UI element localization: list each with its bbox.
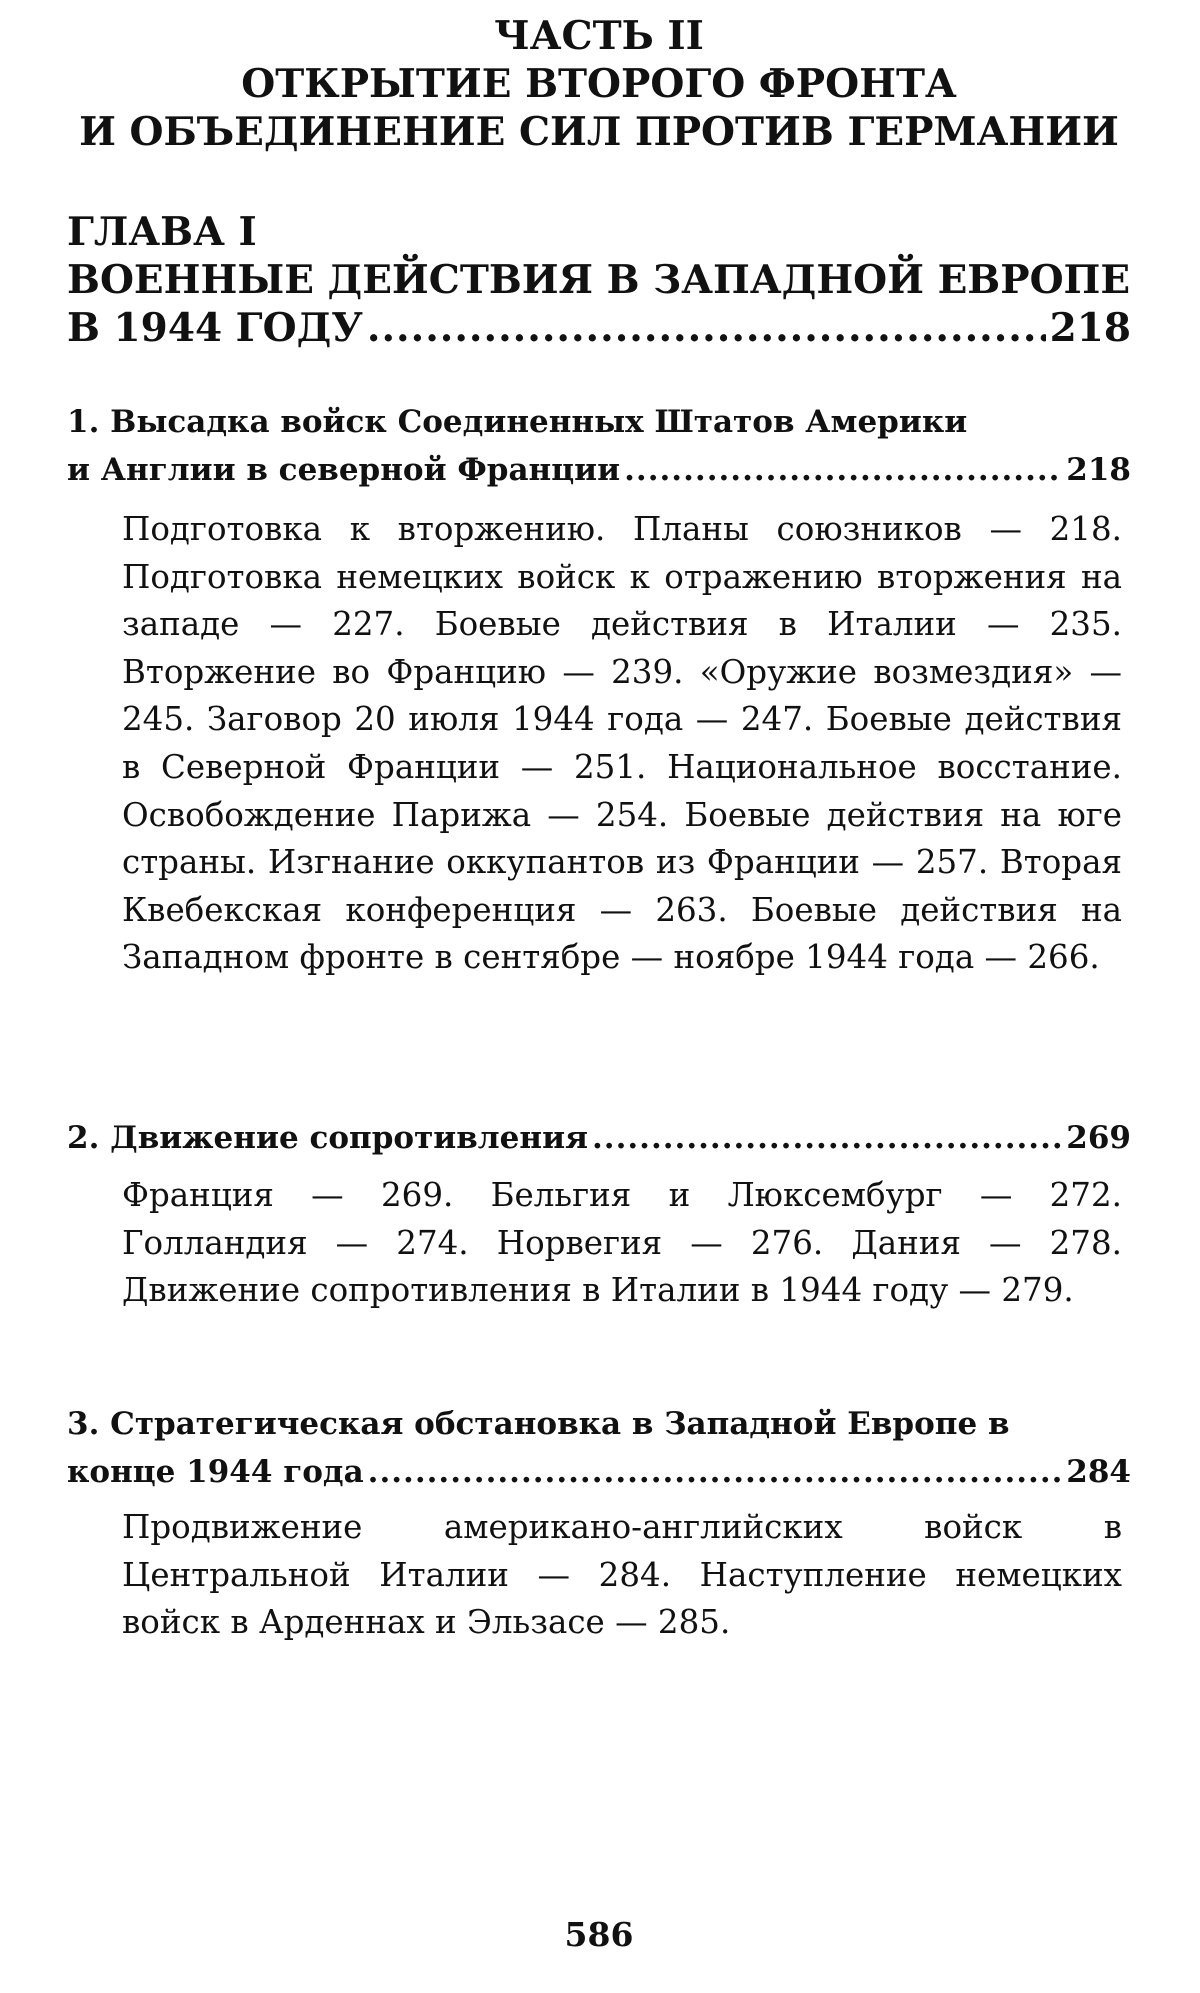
section-1-page-ref: 218 (1066, 452, 1131, 488)
section-1-title-line-2: и Англии в северной Франции (67, 452, 621, 488)
section-1-summary: Подготовка к вторжению. Планы союзников — 218. Подготовка немецких войск к отражению вторжения на западе — 227. Боевые действия в Италии — 235. Вторжение во Францию — 239. «Оружие возмездия» — 245. Заговор 20 июля 1944 года — 247. Боевые действия в Северной Франции — 251. Национальное восстание. Освобождение Парижа — 254. Боевые действия на юге страны. Изгнание оккупантов из Франции — 257. Вторая Квебекская конференция — 263. Боевые действия на Западном фронте в сентябре — ноябре 1944 года — 266. (122, 510, 1122, 977)
section-1-heading[interactable] (67, 398, 1131, 494)
section-2-title: 2. Движение сопротивления (67, 1120, 588, 1156)
part-heading (67, 12, 1131, 156)
section-3-title-line-2: конце 1944 года (67, 1454, 364, 1490)
toc-page (67, 0, 1131, 1993)
section-1-title-line-1: 1. Высадка войск Соединенных Штатов Америки (67, 404, 968, 440)
chapter-title[interactable] (67, 256, 1131, 352)
section-3-page-ref: 284 (1066, 1454, 1131, 1490)
section-3-title-line-1: 3. Стратегическая обстановка в Западной Европе в (67, 1406, 1010, 1442)
chapter-title-entry (67, 304, 1131, 352)
section-1-entry (67, 446, 1131, 494)
section-3-summary: Продвижение американо-английских войск в Центральной Италии — 284. Наступление немецких войск в Арденнах и Эльзасе — 285. (122, 1508, 1122, 1642)
part-title-line-1: ОТКРЫТИЕ ВТОРОГО ФРОНТА (241, 61, 957, 107)
dot-leader (592, 1114, 1062, 1162)
part-number: ЧАСТЬ II (494, 13, 704, 59)
section-2-entry (67, 1114, 1131, 1162)
section-2-page-ref: 269 (1066, 1120, 1131, 1156)
dot-leader (624, 446, 1062, 494)
chapter-page-ref: 218 (1049, 305, 1131, 351)
dot-leader (368, 1448, 1063, 1496)
section-2-heading[interactable] (67, 1114, 1131, 1162)
chapter-title-line-2: В 1944 ГОДУ (67, 305, 363, 351)
section-2-summary: Франция — 269. Бельгия и Люксембург — 272. Голландия — 274. Норвегия — 276. Дания — 278. Движение сопротивления в Италии в 1944 году — 279. (122, 1176, 1122, 1310)
section-3-entry (67, 1448, 1131, 1496)
chapter-title-line-1: ВОЕННЫЕ ДЕЙСТВИЯ В ЗАПАДНОЙ ЕВРОПЕ (67, 257, 1131, 303)
section-3-heading[interactable] (67, 1400, 1131, 1496)
part-title-line-2: И ОБЪЕДИНЕНИЕ СИЛ ПРОТИВ ГЕРМАНИИ (79, 109, 1119, 155)
page-number: 586 (564, 1915, 634, 1954)
dot-leader (367, 304, 1046, 352)
chapter-label: ГЛАВА I (67, 209, 257, 255)
